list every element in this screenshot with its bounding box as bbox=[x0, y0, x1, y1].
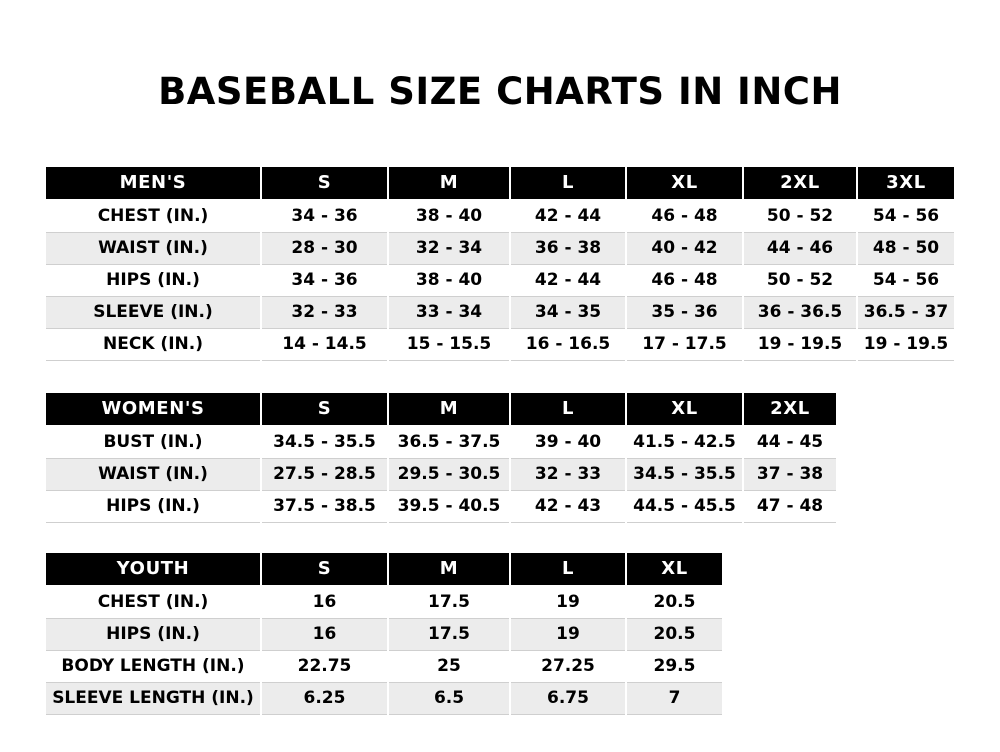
cell: 17.5 bbox=[388, 618, 510, 650]
cell: 7 bbox=[626, 682, 723, 714]
mens-header-3xl: 3XL bbox=[857, 166, 955, 200]
cell: 17 - 17.5 bbox=[626, 328, 743, 360]
cell: 36.5 - 37 bbox=[857, 296, 955, 328]
mens-header-l: L bbox=[510, 166, 626, 200]
cell: 54 - 56 bbox=[857, 200, 955, 233]
womens-header-s: S bbox=[261, 392, 388, 426]
row-label: BUST (IN.) bbox=[45, 426, 261, 459]
cell: 6.75 bbox=[510, 682, 626, 714]
cell: 54 - 56 bbox=[857, 264, 955, 296]
cell: 41.5 - 42.5 bbox=[626, 426, 743, 459]
table-row bbox=[45, 264, 955, 296]
mens-header-m: M bbox=[388, 166, 510, 200]
womens-table-body bbox=[45, 426, 837, 523]
table-row bbox=[45, 586, 723, 619]
cell: 44 - 46 bbox=[743, 232, 857, 264]
cell: 22.75 bbox=[261, 650, 388, 682]
cell: 29.5 bbox=[626, 650, 723, 682]
table-header-row bbox=[45, 392, 837, 426]
cell: 38 - 40 bbox=[388, 200, 510, 233]
cell: 16 bbox=[261, 618, 388, 650]
table-row bbox=[45, 650, 723, 682]
cell: 36 - 36.5 bbox=[743, 296, 857, 328]
youth-header-xl: XL bbox=[626, 552, 723, 586]
mens-size-table bbox=[44, 165, 956, 361]
table-row bbox=[45, 458, 837, 490]
cell: 34.5 - 35.5 bbox=[626, 458, 743, 490]
cell: 6.5 bbox=[388, 682, 510, 714]
womens-header-category: WOMEN'S bbox=[45, 392, 261, 426]
cell: 34 - 36 bbox=[261, 264, 388, 296]
cell: 39.5 - 40.5 bbox=[388, 490, 510, 522]
cell: 32 - 33 bbox=[510, 458, 626, 490]
cell: 36.5 - 37.5 bbox=[388, 426, 510, 459]
womens-header-xl: XL bbox=[626, 392, 743, 426]
row-label: HIPS (IN.) bbox=[45, 618, 261, 650]
row-label: HIPS (IN.) bbox=[45, 490, 261, 522]
cell: 28 - 30 bbox=[261, 232, 388, 264]
table-row bbox=[45, 296, 955, 328]
row-label: HIPS (IN.) bbox=[45, 264, 261, 296]
cell: 14 - 14.5 bbox=[261, 328, 388, 360]
cell: 17.5 bbox=[388, 586, 510, 619]
mens-header-category: MEN'S bbox=[45, 166, 261, 200]
cell: 15 - 15.5 bbox=[388, 328, 510, 360]
womens-table-header bbox=[45, 392, 837, 426]
womens-header-m: M bbox=[388, 392, 510, 426]
cell: 46 - 48 bbox=[626, 200, 743, 233]
row-label: NECK (IN.) bbox=[45, 328, 261, 360]
mens-table-body bbox=[45, 200, 955, 361]
table-spacer bbox=[44, 361, 956, 391]
cell: 19 bbox=[510, 618, 626, 650]
table-spacer bbox=[44, 523, 956, 551]
womens-size-table bbox=[44, 391, 838, 523]
table-row bbox=[45, 682, 723, 714]
cell: 46 - 48 bbox=[626, 264, 743, 296]
cell: 42 - 44 bbox=[510, 200, 626, 233]
cell: 38 - 40 bbox=[388, 264, 510, 296]
table-row bbox=[45, 232, 955, 264]
cell: 44.5 - 45.5 bbox=[626, 490, 743, 522]
cell: 27.25 bbox=[510, 650, 626, 682]
cell: 36 - 38 bbox=[510, 232, 626, 264]
table-header-row bbox=[45, 166, 955, 200]
mens-header-s: S bbox=[261, 166, 388, 200]
cell: 29.5 - 30.5 bbox=[388, 458, 510, 490]
page-title: BASEBALL SIZE CHARTS IN INCH bbox=[158, 70, 842, 113]
youth-size-table bbox=[44, 551, 724, 715]
cell: 32 - 33 bbox=[261, 296, 388, 328]
cell: 19 - 19.5 bbox=[743, 328, 857, 360]
youth-header-l: L bbox=[510, 552, 626, 586]
row-label: SLEEVE LENGTH (IN.) bbox=[45, 682, 261, 714]
womens-header-2xl: 2XL bbox=[743, 392, 837, 426]
youth-table-body bbox=[45, 586, 723, 715]
row-label: WAIST (IN.) bbox=[45, 232, 261, 264]
cell: 47 - 48 bbox=[743, 490, 837, 522]
mens-header-2xl: 2XL bbox=[743, 166, 857, 200]
mens-header-xl: XL bbox=[626, 166, 743, 200]
table-header-row bbox=[45, 552, 723, 586]
cell: 50 - 52 bbox=[743, 264, 857, 296]
row-label: CHEST (IN.) bbox=[45, 200, 261, 233]
row-label: WAIST (IN.) bbox=[45, 458, 261, 490]
cell: 50 - 52 bbox=[743, 200, 857, 233]
cell: 34 - 36 bbox=[261, 200, 388, 233]
tables-container bbox=[0, 165, 1000, 715]
cell: 34 - 35 bbox=[510, 296, 626, 328]
youth-header-m: M bbox=[388, 552, 510, 586]
cell: 44 - 45 bbox=[743, 426, 837, 459]
cell: 35 - 36 bbox=[626, 296, 743, 328]
cell: 32 - 34 bbox=[388, 232, 510, 264]
row-label: SLEEVE (IN.) bbox=[45, 296, 261, 328]
table-row bbox=[45, 426, 837, 459]
table-row bbox=[45, 200, 955, 233]
cell: 27.5 - 28.5 bbox=[261, 458, 388, 490]
cell: 20.5 bbox=[626, 618, 723, 650]
table-row bbox=[45, 328, 955, 360]
cell: 25 bbox=[388, 650, 510, 682]
cell: 42 - 44 bbox=[510, 264, 626, 296]
cell: 42 - 43 bbox=[510, 490, 626, 522]
table-row bbox=[45, 490, 837, 522]
cell: 33 - 34 bbox=[388, 296, 510, 328]
cell: 40 - 42 bbox=[626, 232, 743, 264]
row-label: CHEST (IN.) bbox=[45, 586, 261, 619]
cell: 6.25 bbox=[261, 682, 388, 714]
cell: 16 - 16.5 bbox=[510, 328, 626, 360]
womens-header-l: L bbox=[510, 392, 626, 426]
table-row bbox=[45, 618, 723, 650]
cell: 39 - 40 bbox=[510, 426, 626, 459]
mens-table-header bbox=[45, 166, 955, 200]
cell: 19 - 19.5 bbox=[857, 328, 955, 360]
cell: 37.5 - 38.5 bbox=[261, 490, 388, 522]
row-label: BODY LENGTH (IN.) bbox=[45, 650, 261, 682]
youth-header-s: S bbox=[261, 552, 388, 586]
cell: 19 bbox=[510, 586, 626, 619]
youth-table-header bbox=[45, 552, 723, 586]
youth-header-category: YOUTH bbox=[45, 552, 261, 586]
cell: 16 bbox=[261, 586, 388, 619]
cell: 37 - 38 bbox=[743, 458, 837, 490]
cell: 48 - 50 bbox=[857, 232, 955, 264]
cell: 20.5 bbox=[626, 586, 723, 619]
cell: 34.5 - 35.5 bbox=[261, 426, 388, 459]
